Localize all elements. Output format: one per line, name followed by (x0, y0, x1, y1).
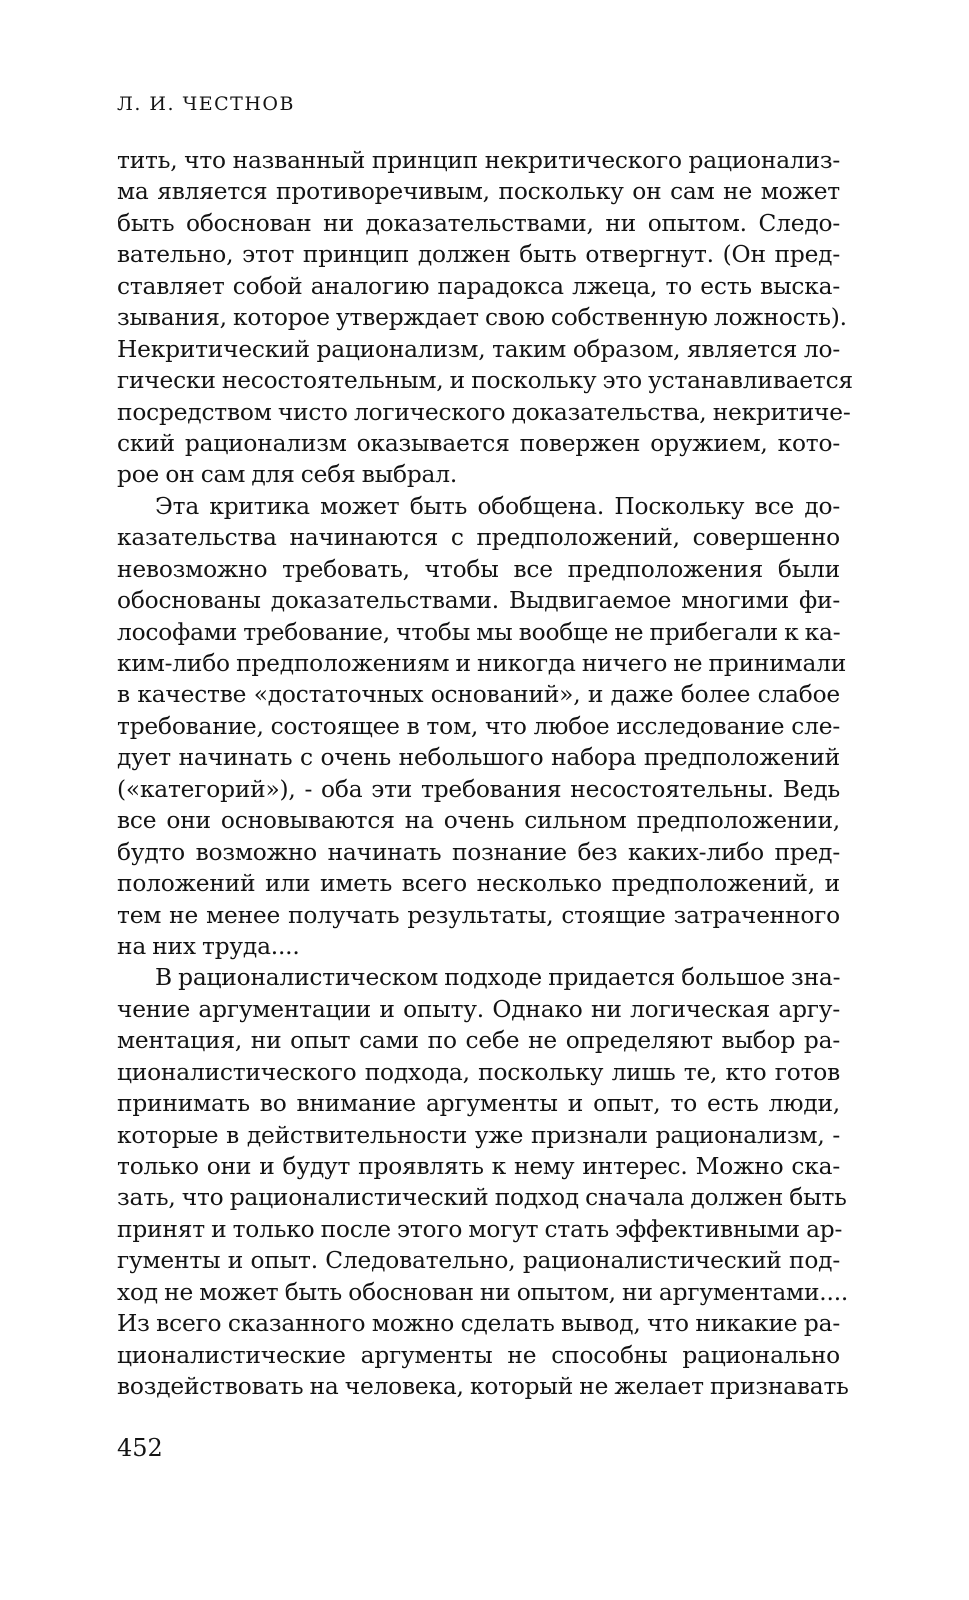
text-line: казательства начинаются с предположений, совершенно (117, 524, 840, 552)
text-line: лософами требование, чтобы мы вообще не прибегали к ка- (117, 618, 841, 646)
text-line: ход не может быть обоснован ни опытом, ни аргументами.... (117, 1278, 849, 1306)
text-line: ставляет собой аналогию парадокса лжеца, то есть выска- (117, 272, 840, 300)
text-line: быть обоснован ни доказательствами, ни опытом. Следо- (117, 209, 840, 237)
text-line: ский рационализм оказывается повержен оружием, кото- (117, 429, 840, 457)
text-line: гически несостоятельным, и поскольку это устанавливается (117, 367, 853, 395)
paragraph-first-line: В рационалистическом подходе придается большое зна- (155, 964, 841, 992)
paragraph-first-line: Эта критика может быть обобщена. Поскольку все до- (155, 492, 840, 520)
text-line: дует начинать с очень небольшого набора предположений (117, 744, 840, 772)
text-line: чение аргументации и опыту. Однако ни логическая аргу- (117, 995, 840, 1023)
paragraph-end-line: рое он сам для себя выбрал. (117, 461, 458, 489)
text-line: в качестве «достаточных оснований», и даже более слабое (117, 681, 840, 709)
text-line: невозможно требовать, чтобы все предположения были (117, 555, 840, 583)
running-head: Л. И. ЧЕСТНОВ (117, 93, 295, 115)
text-line: положений или иметь всего несколько предположений, и (117, 870, 840, 898)
text-line: только они и будут проявлять к нему интерес. Можно ска- (117, 1153, 840, 1180)
text-line: все они основываются на очень сильном предположении, (117, 807, 840, 835)
text-line: Некритический рационализм, таким образом, является ло- (117, 335, 840, 363)
text-line: воздействовать на человека, который не желает признавать (117, 1373, 849, 1401)
text-line: ментация, ни опыт сами по себе не определяют выбор ра- (117, 1027, 840, 1055)
text-line: зать, что рационалистический подход сначала должен быть (117, 1184, 847, 1212)
text-line: ционалистического подхода, поскольку лишь те, кто готов (117, 1058, 840, 1086)
text-line: ма является противоречивым, поскольку он сам не может (117, 178, 840, 206)
text-line: гументы и опыт. Следовательно, рационалистический под- (117, 1247, 840, 1275)
text-line: будто возможно начинать познание без каких-либо пред- (117, 838, 840, 866)
text-line: зывания, которое утверждает свою собственную ложность). (117, 304, 847, 332)
text-line: которые в действительности уже признали рационализм, - (117, 1121, 840, 1149)
text-line: («категорий»), - оба эти требования несостоятельны. Ведь (117, 775, 840, 803)
body-text (117, 145, 853, 1403)
text-line: ким-либо предположениям и никогда ничего не принимали (117, 650, 847, 677)
text-line: требование, состоящее в том, что любое исследование сле- (117, 712, 840, 740)
text-line: тить, что названный принцип некритического рационализ- (117, 147, 840, 174)
text-line: вательно, этот принцип должен быть отвергнут. (Он пред- (117, 241, 840, 269)
text-line: ционалистические аргументы не способны рационально (117, 1341, 840, 1369)
text-line: принят и только после этого могут стать эффективными ар- (117, 1215, 843, 1243)
text-line: Из всего сказанного можно сделать вывод, что никакие ра- (117, 1310, 840, 1338)
text-line: обоснованы доказательствами. Выдвигаемое многими фи- (117, 587, 840, 615)
page-number: 452 (117, 1434, 163, 1462)
paragraph-end-line: на них труда.... (117, 932, 300, 960)
text-line: принимать во внимание аргументы и опыт, то есть люди, (117, 1090, 840, 1118)
text-line: посредством чисто логического доказательства, некритиче- (117, 398, 851, 426)
text-line: тем не менее получать результаты, стоящие затраченного (117, 901, 840, 929)
